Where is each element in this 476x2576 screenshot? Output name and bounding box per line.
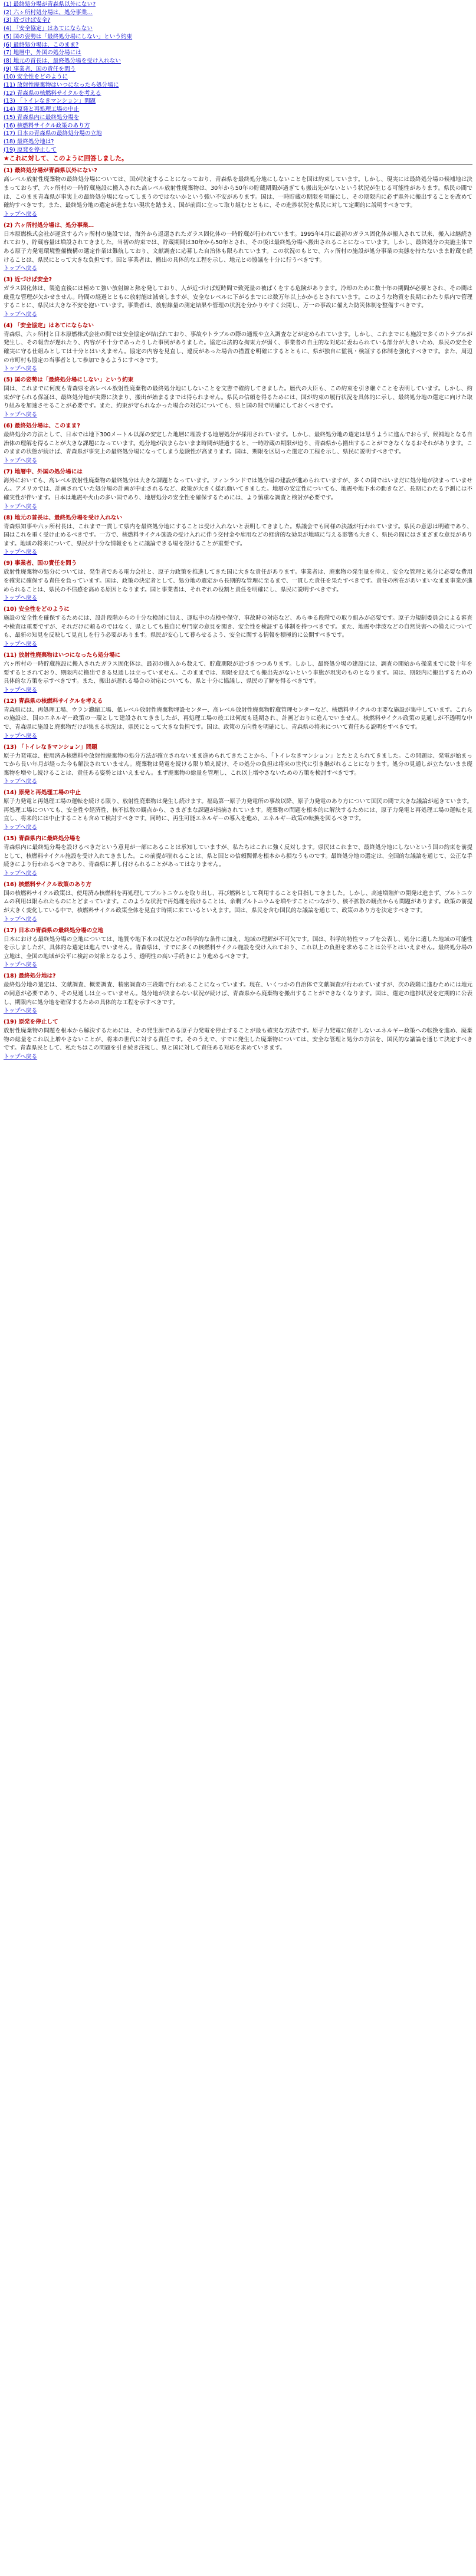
answer-section-8 (4, 514, 472, 557)
section-heading: (4) 「安全協定」はあてにならない (4, 322, 94, 329)
section-body: 海外においても、高レベル放射性廃棄物の最終処分は大きな課題となっています。フィンランドでは処分場の建設が進められていますが、多くの国ではいまだに処分地が決まっていません。アメリカでは、計画されていた処分場の計画が中止されるなど、政策が大きく揺れ動いてきました。地層の安定性についても、地震や地下水の動きなど、長期にわたる予測には不確実性が伴います。日本は地震や火山の多い国であり、地層処分の安全性を確保するためには、より慎重な調査と検討が必要です。 (4, 477, 472, 502)
back-to-top-link[interactable]: トップへ戻る (4, 503, 38, 510)
question-text: これに対して、このように回答しました。 (9, 155, 128, 163)
section-body: 国の核燃料サイクル政策は、使用済み核燃料を再処理してプルトニウムを取り出し、再び燃料として利用することを目指してきました。しかし、高速増殖炉の開発は進まず、プルトニウムの利用は限られたものにとどまっています。このような状況で再処理を続けることは、余剰プルトニウムを増やすことにつながり、核不拡散の観点からも問題があります。政策の前提が大きく変化している中で、核燃料サイクル政策全体を見直す時期に来ているといえます。国は、県民を含む国民的な議論を通じて、政策のあり方を決定すべきです。 (4, 890, 472, 914)
section-heading: (14) 原発と再処理工場の中止 (4, 789, 81, 797)
section-body: 日本における最終処分場の立地については、地質や地下水の状況などの科学的な条件に加え、地域の理解が不可欠です。国は、科学的特性マップを公表し、処分に適した地域の可能性を示しましたが、具体的な選定は進んでいません。青森県は、すでに多くの核燃料サイクル施設を受け入れており、これ以上の負担を求めることは公平とはいえません。最終処分場の立地は、全国の地域が公平に検討の対象となるよう、透明性の高い手続きにより進めるべきです。 (4, 936, 472, 960)
answer-section-7 (4, 468, 472, 511)
answer-section-9 (4, 560, 472, 602)
back-to-top-link[interactable]: トップへ戻る (4, 412, 38, 419)
section-body: 放射性廃棄物の処分については、発生者である電力会社と、原子力政策を推進してきた国に大きな責任があります。事業者は、廃棄物の発生量を抑え、安全な管理と処分に必要な費用を確実に確保する責任を負っています。国は、政策の決定者として、処分地の選定から長期的な管理に至るまで、一貫した責任を果たすべきです。責任の所在があいまいなまま事業が進められることは、県民の不信感を高める原因となります。国と事業者は、それぞれの役割と責任を明確にし、県民に説明すべきです。 (4, 569, 472, 593)
answer-section-11 (4, 652, 472, 694)
section-body: ガラス固化体は、製造直後には極めて強い放射線と熱を発しており、人が近づけば短時間で致死量の被ばくをする危険があります。冷却のために数十年の期間が必要とされ、その間は厳重な管理が欠かせません。時間の経過とともに放射能は減衰しますが、安全なレベルに下がるまでには数万年以上かかるとされています。このような物質を長期にわたり県内で管理することに、県民は大きな不安を抱いています。事業者は、放射線量の測定結果や管理の状況を分かりやすく公開し、万一の事故に備えた防災体制を整備すべきです。 (4, 285, 472, 310)
section-heading: (2) 六ヶ所村処分場は、処分事業… (4, 222, 94, 229)
back-to-top (4, 411, 472, 419)
section-heading: (6) 最終処分場は、このまま? (4, 423, 80, 430)
answer-section-12 (4, 698, 472, 740)
back-to-top (4, 916, 472, 923)
section-body: 青森県、六ヶ所村と日本原燃株式会社の間では安全協定が結ばれており、事故やトラブルの際の通報や立入調査などが定められています。しかし、これまでにも施設で多くのトラブルが発生し、その報告が遅れたり、内容が不十分であったりした事例がありました。協定は法的な拘束力が弱く、事業者の自主的な対応に委ねられている部分が大きいため、県民の安全を確実に守る仕組みとしては十分とはいえません。協定の内容を見直し、違反があった場合の措置を明確にするとともに、県が独自に監視・検証する体制を強化すべきです。また、周辺の市町村も協定の当事者として参加できるようにすべきです。 (4, 331, 472, 364)
answer-sections (4, 167, 472, 1061)
toc-link-16[interactable]: (16) 核燃料サイクル政策のあり方 (4, 122, 90, 129)
back-to-top-link[interactable]: トップへ戻る (4, 549, 38, 556)
toc-link-7[interactable]: (7) 地層中、外国の処分場には (4, 50, 81, 57)
answer-section-16 (4, 881, 472, 923)
back-to-top-link[interactable]: トップへ戻る (4, 732, 38, 739)
section-body: 最終処分の方法として、日本では地下300メートル以深の安定した地層に埋設する地層処分が採用されています。しかし、最終処分地の選定は思うように進んでおらず、候補地となる自治体の理解を得ることが大きな課題になっています。処分地が決まらないまま時間が経過すると、一時貯蔵の期限が迫り、青森県から搬出することができなくなるおそれがあります。このままの状態が続けば、青森県が事実上の最終処分場になってしまう危険性が高まります。国は、期限を区切った選定の工程を示し、県民に説明すべきです。 (4, 432, 472, 456)
answer-section-19 (4, 1018, 472, 1061)
back-to-top (4, 778, 472, 785)
section-body: 放射性廃棄物の問題を根本から解決するためには、その発生源である原子力発電を停止することが最も確実な方法です。原子力発電に依存しないエネルギー政策への転換を進め、廃棄物の総量をこれ以上増やさないことが、将来の世代に対する責任です。そのうえで、すでに発生した廃棄物については、安全な管理と処分の方法を、国民的な議論を通じて決定すべきです。青森県民として、私たちはこの問題を引き続き注視し、県と国に対して責任ある対応を求めていきます。 (4, 1028, 472, 1052)
section-body: 青森県には、再処理工場、ウラン濃縮工場、低レベル放射性廃棄物埋設センター、高レベル放射性廃棄物貯蔵管理センターなど、核燃料サイクルの主要な施設が集中しています。これらの施設は、国のエネルギー政策の一環として建設されてきましたが、再処理工場の竣工は何度も延期され、計画どおりに進んでいません。核燃料サイクル政策の見通しが不透明な中で、青森県に施設と廃棄物だけが集まる状況は、県民にとって大きな負担です。国は、政策の方向性を明確にし、青森県の将来について責任ある説明をすべきです。 (4, 706, 472, 731)
section-heading: (16) 核燃料サイクル政策のあり方 (4, 881, 92, 888)
back-to-top-link[interactable]: トップへ戻る (4, 870, 38, 877)
back-to-top-link[interactable]: トップへ戻る (4, 457, 38, 464)
section-heading: (18) 最終処分地は? (4, 973, 56, 980)
back-to-top (4, 311, 472, 318)
answer-section-2 (4, 222, 472, 272)
toc-link-18[interactable]: (18) 最終処分地は? (4, 138, 54, 145)
answer-section-18 (4, 972, 472, 1015)
answer-section-15 (4, 835, 472, 877)
section-heading: (12) 青森県の核燃料サイクルを考える (4, 698, 103, 705)
back-to-top (4, 457, 472, 465)
section-heading: (19) 原発を停止して (4, 1019, 58, 1026)
toc-link-9[interactable]: (9) 事業者、国の責任を問う (4, 65, 76, 73)
toc-link-14[interactable]: (14) 原発と再処理工場の中止 (4, 106, 80, 113)
toc-link-12[interactable]: (12) 青森県の核燃料サイクルを考える (4, 90, 101, 97)
toc-link-17[interactable]: (17) 日本の青森県の最終処分場の立地 (4, 130, 102, 137)
section-body: 施設の安全性を確保するためには、設計段階からの十分な検討に加え、運転中の点検や保守、事故時の対応など、あらゆる段階での取り組みが必要です。原子力規制委員会による審査や検査は重要ですが、それだけに頼るのではなく、県としても独自に専門家の意見を聞き、安全性を検証する体制を持つべきです。また、地震や津波などの自然災害への備えについても、最新の知見を反映して見直しを行う必要があります。県民が安心して暮らせるよう、安全に関する情報を積極的に公開すべきです。 (4, 615, 472, 639)
section-body: 原子力発電と再処理工場の運転を続ける限り、放射性廃棄物は発生し続けます。福島第一原子力発電所の事故以降、原子力発電のあり方について国民の間で大きな議論が起きています。再処理工場についても、安全性や経済性、核不拡散の観点から、さまざまな課題が指摘されています。廃棄物の問題を根本的に解決するためには、原子力発電と再処理工場の運転を見直し、将来的には中止することも含めて検討すべきです。同時に、再生可能エネルギーの導入を進め、エネルギー政策の転換を図るべきです。 (4, 798, 472, 823)
back-to-top (4, 265, 472, 272)
section-body: 六ヶ所村の一時貯蔵施設に搬入されたガラス固化体は、最初の搬入から数えて、貯蔵期限が近づきつつあります。しかし、最終処分場の建設には、調査の開始から操業までに数十年を要するとされており、期限内に搬出できる見通しは立っていません。このままでは、期限を迎えても搬出先がないという事態が現実のものとなります。国は、期限内に搬出するための具体的な方策を示すべきです。また、搬出が遅れる場合の対応についても、県と十分に協議し、県民の了解を得るべきです。 (4, 660, 472, 685)
toc-link-4[interactable]: (4) 「安全協定」はあてにならない (4, 25, 93, 32)
answer-section-1 (4, 167, 472, 218)
back-to-top-link[interactable]: トップへ戻る (4, 311, 38, 318)
toc-link-11[interactable]: (11) 放射性廃棄物はいつになったら処分場に (4, 82, 119, 89)
toc-link-10[interactable]: (10) 安全性をどのように (4, 74, 68, 81)
back-to-top-link[interactable]: トップへ戻る (4, 640, 38, 647)
back-to-top-link[interactable]: トップへ戻る (4, 210, 38, 218)
back-to-top-link[interactable]: トップへ戻る (4, 366, 38, 373)
toc-link-1[interactable]: (1) 最終処分場が青森県以外にない? (4, 1, 96, 8)
section-heading: (10) 安全性をどのように (4, 606, 70, 613)
toc-link-5[interactable]: (5) 国の姿勢は「最終処分場にしない」という約束 (4, 33, 133, 40)
back-to-top (4, 686, 472, 694)
section-heading: (17) 日本の青森県の最終処分場の立地 (4, 927, 104, 934)
answer-section-10 (4, 606, 472, 648)
back-to-top (4, 961, 472, 969)
back-to-top-link[interactable]: トップへ戻る (4, 1053, 38, 1060)
back-to-top (4, 594, 472, 602)
section-body: 青森県知事や六ヶ所村長は、これまで一貫して県内を最終処分地にすることは受け入れないと表明してきました。県議会でも同様の決議が行われています。県民の意思は明確であり、国はこれを重く受け止めるべきです。一方で、核燃料サイクル施設の受け入れに伴う交付金や雇用などの経済的な効果が地域に与える影響も大きく、県民の間にはさまざまな意見があります。地域の将来について、県民が十分な情報をもとに議論できる場を設けることが重要です。 (4, 523, 472, 547)
section-heading: (5) 国の姿勢は「最終処分場にしない」という約束 (4, 377, 134, 384)
section-heading: (13) 「トイレなきマンション」問題 (4, 743, 97, 751)
back-to-top-link[interactable]: トップへ戻る (4, 265, 38, 272)
section-heading: (15) 青森県内に最終処分場を (4, 835, 81, 843)
answer-section-4 (4, 322, 472, 373)
section-body: 最終処分地の選定は、文献調査、概要調査、精密調査の三段階で行われることになっています。現在、いくつかの自治体で文献調査が行われていますが、次の段階に進むためには地元の同意が必要であり、その見通しは立っていません。処分地が決まらない状況が続けば、青森県から廃棄物を搬出することができなくなります。国は、選定の進捗状況を定期的に公表し、期限内に処分地を確保するための具体的な工程を示すべきです。 (4, 982, 472, 1006)
back-to-top (4, 870, 472, 877)
toc-link-19[interactable]: (19) 原発を停止して (4, 146, 57, 153)
back-to-top-link[interactable]: トップへ戻る (4, 595, 38, 602)
section-body: 原子力発電は、使用済み核燃料や放射性廃棄物の処分方法が確立されないまま進められてきたことから、「トイレなきマンション」とたとえられてきました。この問題は、発電が始まってから長い年月が経った今も解決されていません。廃棄物は発電を続ける限り増え続け、その処分の負担は将来の世代に引き継がれることになります。処分の見通しが立たないまま廃棄物を増やし続けることは、責任ある姿勢とはいえません。まず廃棄物の総量を管理し、これ以上増やさないための方策を検討すべきです。 (4, 752, 472, 777)
star-icon: ★ (4, 155, 9, 163)
back-to-top (4, 210, 472, 218)
answer-section-17 (4, 927, 472, 969)
back-to-top-link[interactable]: トップへ戻る (4, 916, 38, 923)
answer-section-5 (4, 376, 472, 419)
back-to-top (4, 1007, 472, 1015)
toc-link-3[interactable]: (3) 近づけば安全? (4, 17, 51, 24)
back-to-top (4, 503, 472, 511)
section-body: 日本原燃株式会社が運営する六ヶ所村の施設では、海外から返還されたガラス固化体の一時貯蔵が行われています。1995年4月に最初のガラス固化体が搬入されて以来、搬入は継続されており、貯蔵容量は増設されてきました。当初の約束では、貯蔵期間は30年から50年とされ、その後は最終処分場へ搬出されることになっています。しかし、最終処分の実施主体である原子力発電環境整備機構の選定作業は難航しており、文献調査に応募した自治体も限られています。この状況のもとで、六ヶ所村の施設が処分事業の実態を持たないまま貯蔵を続けることは、県民にとって大きな負担です。国と事業者は、搬出の具体的な工程を示し、地元との協議を十分に行うべきです。 (4, 231, 472, 264)
section-heading: (1) 最終処分場が青森県以外にない? (4, 167, 97, 175)
section-heading: (8) 地元の首長は、最終処分場を受け入れない (4, 514, 123, 521)
section-body: 国は、これまでに何度も青森県を高レベル放射性廃棄物の最終処分地にしないことを文書で確約してきました。歴代の大臣も、この約束を引き継ぐことを表明しています。しかし、約束が守られる保証は、最終処分地が実際に決まり、搬出が始まるまでは得られません。県民の信頼を得るためには、国が約束の履行状況を具体的に示し、最終処分地の選定に向けた取り組みを加速させることが必要です。また、約束が守られなかった場合の対応についても、県と国の間で明確にしておくべきです。 (4, 386, 472, 410)
toc-link-8[interactable]: (8) 地元の首長は、最終処分場を受け入れない (4, 57, 121, 64)
back-to-top (4, 732, 472, 740)
back-to-top-link[interactable]: トップへ戻る (4, 778, 38, 785)
toc-link-15[interactable]: (15) 青森県内に最終処分場を (4, 114, 80, 121)
back-to-top (4, 1053, 472, 1061)
back-to-top (4, 824, 472, 831)
back-to-top-link[interactable]: トップへ戻る (4, 686, 38, 693)
toc-link-13[interactable]: (13) 「トイレなきマンション」問題 (4, 98, 96, 105)
section-heading: (3) 近づけば安全? (4, 277, 52, 284)
section-heading: (11) 放射性廃棄物はいつになったら処分場に (4, 652, 121, 659)
back-to-top (4, 548, 472, 556)
toc-link-6[interactable]: (6) 最終処分場は、このまま? (4, 41, 79, 48)
answer-section-3 (4, 276, 472, 318)
section-heading: (7) 地層中、外国の処分場には (4, 468, 83, 475)
answer-section-14 (4, 789, 472, 831)
back-to-top-link[interactable]: トップへ戻る (4, 1008, 38, 1015)
toc-link-2[interactable]: (2) 六ヶ所村処分場は、処分事業… (4, 9, 93, 16)
answer-section-6 (4, 422, 472, 465)
back-to-top-link[interactable]: トップへ戻る (4, 962, 38, 969)
table-of-contents (4, 0, 472, 154)
section-heading: (9) 事業者、国の責任を問う (4, 560, 77, 567)
question-heading (4, 154, 472, 163)
section-body: 青森県内に最終処分場を設けるべきだという意見が一部にあることは承知していますが、私たちはこれに強く反対します。県民はこれまで、最終処分地にしないという国の約束を前提として、核燃料サイクル施設を受け入れてきました。この前提が崩れることは、県と国との信頼関係を根本から損なうものです。最終処分地の選定は、全国的な議論を通じて、公正な手続きにより行われるべきであり、青森県に押し付けられることがあってはなりません。 (4, 844, 472, 868)
back-to-top (4, 640, 472, 648)
back-to-top (4, 365, 472, 373)
page (0, 0, 476, 1061)
answer-section-13 (4, 743, 472, 786)
back-to-top-link[interactable]: トップへ戻る (4, 824, 38, 831)
section-body: 高レベル放射性廃棄物の最終処分場については、国が決定することになっており、青森県を最終処分地にしないことを国は約束しています。しかし、現実には最終処分場の候補地は決まっておらず、六ヶ所村の一時貯蔵施設に搬入された高レベル放射性廃棄物は、30年から50年の貯蔵期間が過ぎても搬出先がないという状況が生じる可能性があります。県民の間では、このまま青森県が事実上の最終処分場になってしまうのではないかという強い不安があります。国は、一時貯蔵の期限を明確にし、その期限内に必ず県外に搬出することを改めて確約すべきです。また、最終処分地の選定が進まない現状を踏まえ、国が前面に立って取り組むとともに、その進捗状況を県民に対して定期的に説明すべきです。 (4, 176, 472, 209)
